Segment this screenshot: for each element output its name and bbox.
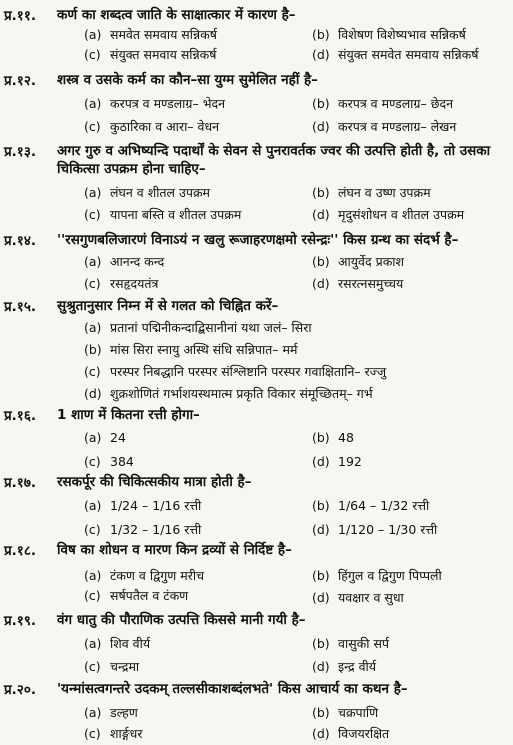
question-number: प्र.११. [4,8,36,24]
option-d: (d) शुक्रशोणितं गर्भाशयस्थमात्म प्रकृति विकार संमूच्छितम्– गर्भ [84,386,373,401]
question-text: 'यन्मांसत्वगन्तरे उदकम् तल्लसीकाशब्दंलभते' किस आचार्य का कथन है– [57,681,408,697]
option-a: (a) करपत्र व मण्डलाग्र– भेदन [84,96,226,111]
option-d: (d) रसरत्नसमुच्चय [312,276,404,291]
option-a: (a) प्रतानां पद्मिनीकन्दाद्बिसानीनां यथा जलं– सिरा [84,320,312,335]
option-a: (a) लंघन व शीतल उपक्रम [84,185,211,200]
option-a: (a) शिव वीर्य [84,636,151,651]
option-b: (b) 1/64 – 1/32 रत्ती [312,498,430,513]
option-d: (d) इन्द्र वीर्य [312,659,377,674]
option-a: (a) डल्हण [84,705,138,720]
question-text: 1 शाण में कितना रत्ती होगा– [57,407,200,423]
question-text: वंग धातु की पौराणिक उत्पत्ति किससे मानी गयी है– [57,612,306,628]
option-b: (b) आयुर्वेद प्रकाश [312,254,405,269]
option-a: (a) 24 [84,430,126,445]
option-b: (b) चक्रपाणि [312,705,379,720]
option-b: (b) करपत्र व मण्डलाग्र– छेदन [312,96,454,111]
option-d: (d) करपत्र व मण्डलाग्र– लेखन [312,119,457,134]
option-c: (c) सर्षपतैल व टंकण [84,588,189,603]
option-d: (d) मृदुसंशोधन व शीतल उपक्रम [312,207,465,222]
question-text: ''रसगुणबलिजारणं विनाऽयं न खलु रूजाहरणक्षमो रसेन्द्रः'' किस ग्रन्थ का संदर्भ है– [57,232,459,248]
option-b: (b) लंघन व उष्ण उपक्रम [312,185,431,200]
option-d: (d) 1/120 – 1/30 रत्ती [312,522,438,537]
option-c: (c) 1/32 – 1/16 रत्ती [84,522,202,537]
option-d: (d) 192 [312,454,362,469]
question-number: प्र.१५. [4,299,36,315]
option-c: (c) 384 [84,454,134,469]
option-c: (c) शार्ङ्गधर [84,726,143,741]
option-a: (a) 1/24 – 1/16 रत्ती [84,498,202,513]
option-c: (c) चन्द्रमा [84,659,140,674]
option-b: (b) वासुकी सर्प [312,636,389,651]
question-number: प्र.१४. [4,233,36,249]
question-number: प्र.२०. [4,682,36,698]
question-text: शस्त्र व उसके कर्म का कौन–सा युग्म सुमेलित नहीं है– [57,72,318,88]
option-b: (b) मांस सिरा स्नायु अस्थि संधि सन्निपात– मर्म [84,342,298,357]
option-c: (c) रसहृदयतंत्र [84,276,159,291]
question-text: विष का शोधन व मारण किन द्रव्यों से निर्दिष्ट है– [57,542,292,558]
option-d: (d) यवक्षार व सुधा [312,590,404,605]
option-d: (d) संयुक्त समवेत समवाय सन्निकर्ष [312,47,479,62]
question-number: प्र.१९. [4,613,36,629]
question-number: प्र.१२. [4,73,36,89]
option-a: (a) समवेत समवाय सन्निकर्ष [84,27,217,42]
option-d: (d) विजयरक्षित [312,726,390,741]
option-c: (c) कुठारिका व आरा– वेधन [84,119,220,134]
option-a: (a) आनन्द कन्द [84,254,165,269]
option-c: (c) परस्पर निबद्धानि परस्पर संश्लिष्टानि परस्पर गवाक्षितानि– रज्जु [84,364,387,379]
question-number: प्र.१८. [4,543,36,559]
option-b: (b) 48 [312,430,354,445]
question-number: प्र.१६. [4,408,36,424]
option-b: (b) विशेषण विशेष्यभाव सन्निकर्ष [312,27,466,42]
option-a: (a) टंकण व द्विगुण मरीच [84,568,205,583]
option-b: (b) हिंगुल व द्विगुण पिप्पली [312,568,442,583]
question-text: अगर गुरु व अभिष्यन्दि पदार्थों के सेवन से पुनरावर्तक ज्वर की उत्पत्ति होती है, तो उसका चिकित्सा उपक्रम होना चाहिए– [57,143,491,177]
question-text: कर्ण का शब्दत्व जाति के साक्षात्कार में कारण है– [57,7,296,23]
question-text: सुश्रुतानुसार निम्न में से गलत को चिह्नित करें– [57,298,279,314]
question-number: प्र.१३. [4,144,36,160]
option-c: (c) संयुक्त समवाय सन्निकर्ष [84,47,217,62]
question-text: रसकर्पूर की चिकित्सकीय मात्रा होती है– [57,474,252,490]
option-c: (c) यापना बस्ति व शीतल उपक्रम [84,207,242,222]
question-number: प्र.१७. [4,475,36,491]
